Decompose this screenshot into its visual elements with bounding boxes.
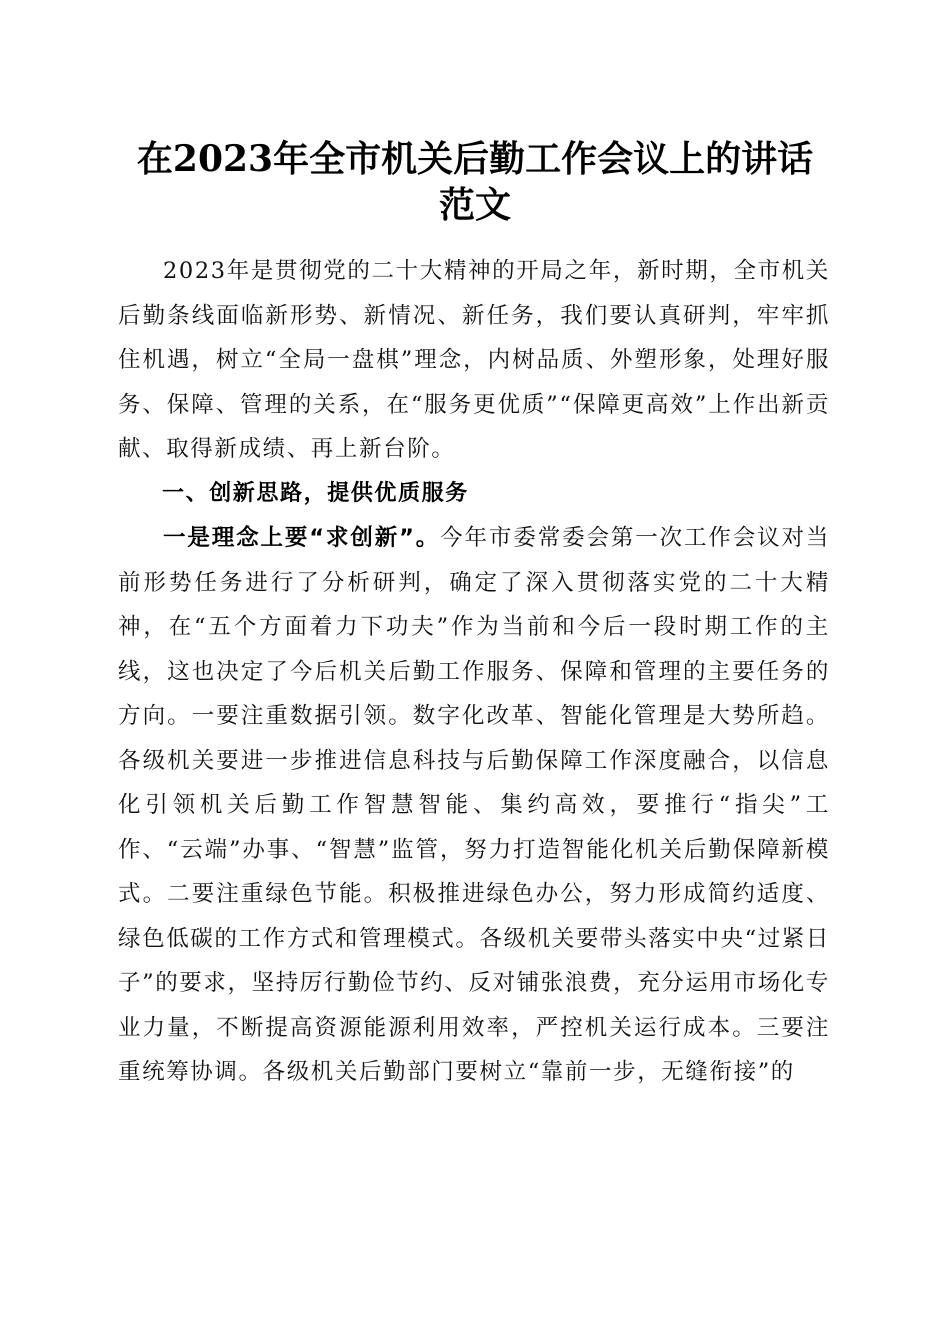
paragraph-body: 今年市委常委会第一次工作会议对当前形势任务进行了分析研判，确定了深入贯彻落实党的二十大精神，在“五个方面着力下功夫”作为当前和今后一段时期工作的主线，这也决定了今后机关后勤工作服务、保障和管理的主要任务的方向。一要注重数据引领。数字化改革、智能化管理是大势所趋。各级机关要进一步推进信息科技与后勤保障工作深度融合，以信息化引领机关后勤工作智慧智能、集约高效，要推行“指尖”工作、“云端”办事、“智慧”监管，努力打造智能化机关后勤保障新模式。二要注重绿色节能。积极推进绿色办公，努力形成简约适度、绿色低碳的工作方式和管理模式。各级机关要带头落实中央“过紧日子”的要求，坚持厉行勤俭节约、反对铺张浪费，充分运用市场化专业力量，不断提高资源能源利用效率，严控机关运行成本。三要注重统筹协调。各级机关后勤部门要树立“靠前一步，无缝衔接”的: [118, 525, 831, 1085]
intro-paragraph: 2023年是贯彻党的二十大精神的开局之年，新时期，全市机关后勤条线面临新形势、新情况、新任务，我们要认真研判，牢牢抓住机遇，树立“全局一盘棋”理念，内树品质、外塑形象，处理好服务、保障、管理的关系，在“服务更优质”“保障更高效”上作出新贡献、取得新成绩、再上新台阶。: [118, 258, 830, 462]
section-paragraph: [118, 516, 830, 1095]
document-title: 在2023年全市机关后勤工作会议上的讲话范文: [136, 138, 814, 226]
paragraph-lead: 一是理念上要“求创新”。: [163, 525, 441, 551]
document-body: [118, 249, 830, 1095]
section-heading: 一、创新思路，提供优质服务: [162, 480, 469, 506]
